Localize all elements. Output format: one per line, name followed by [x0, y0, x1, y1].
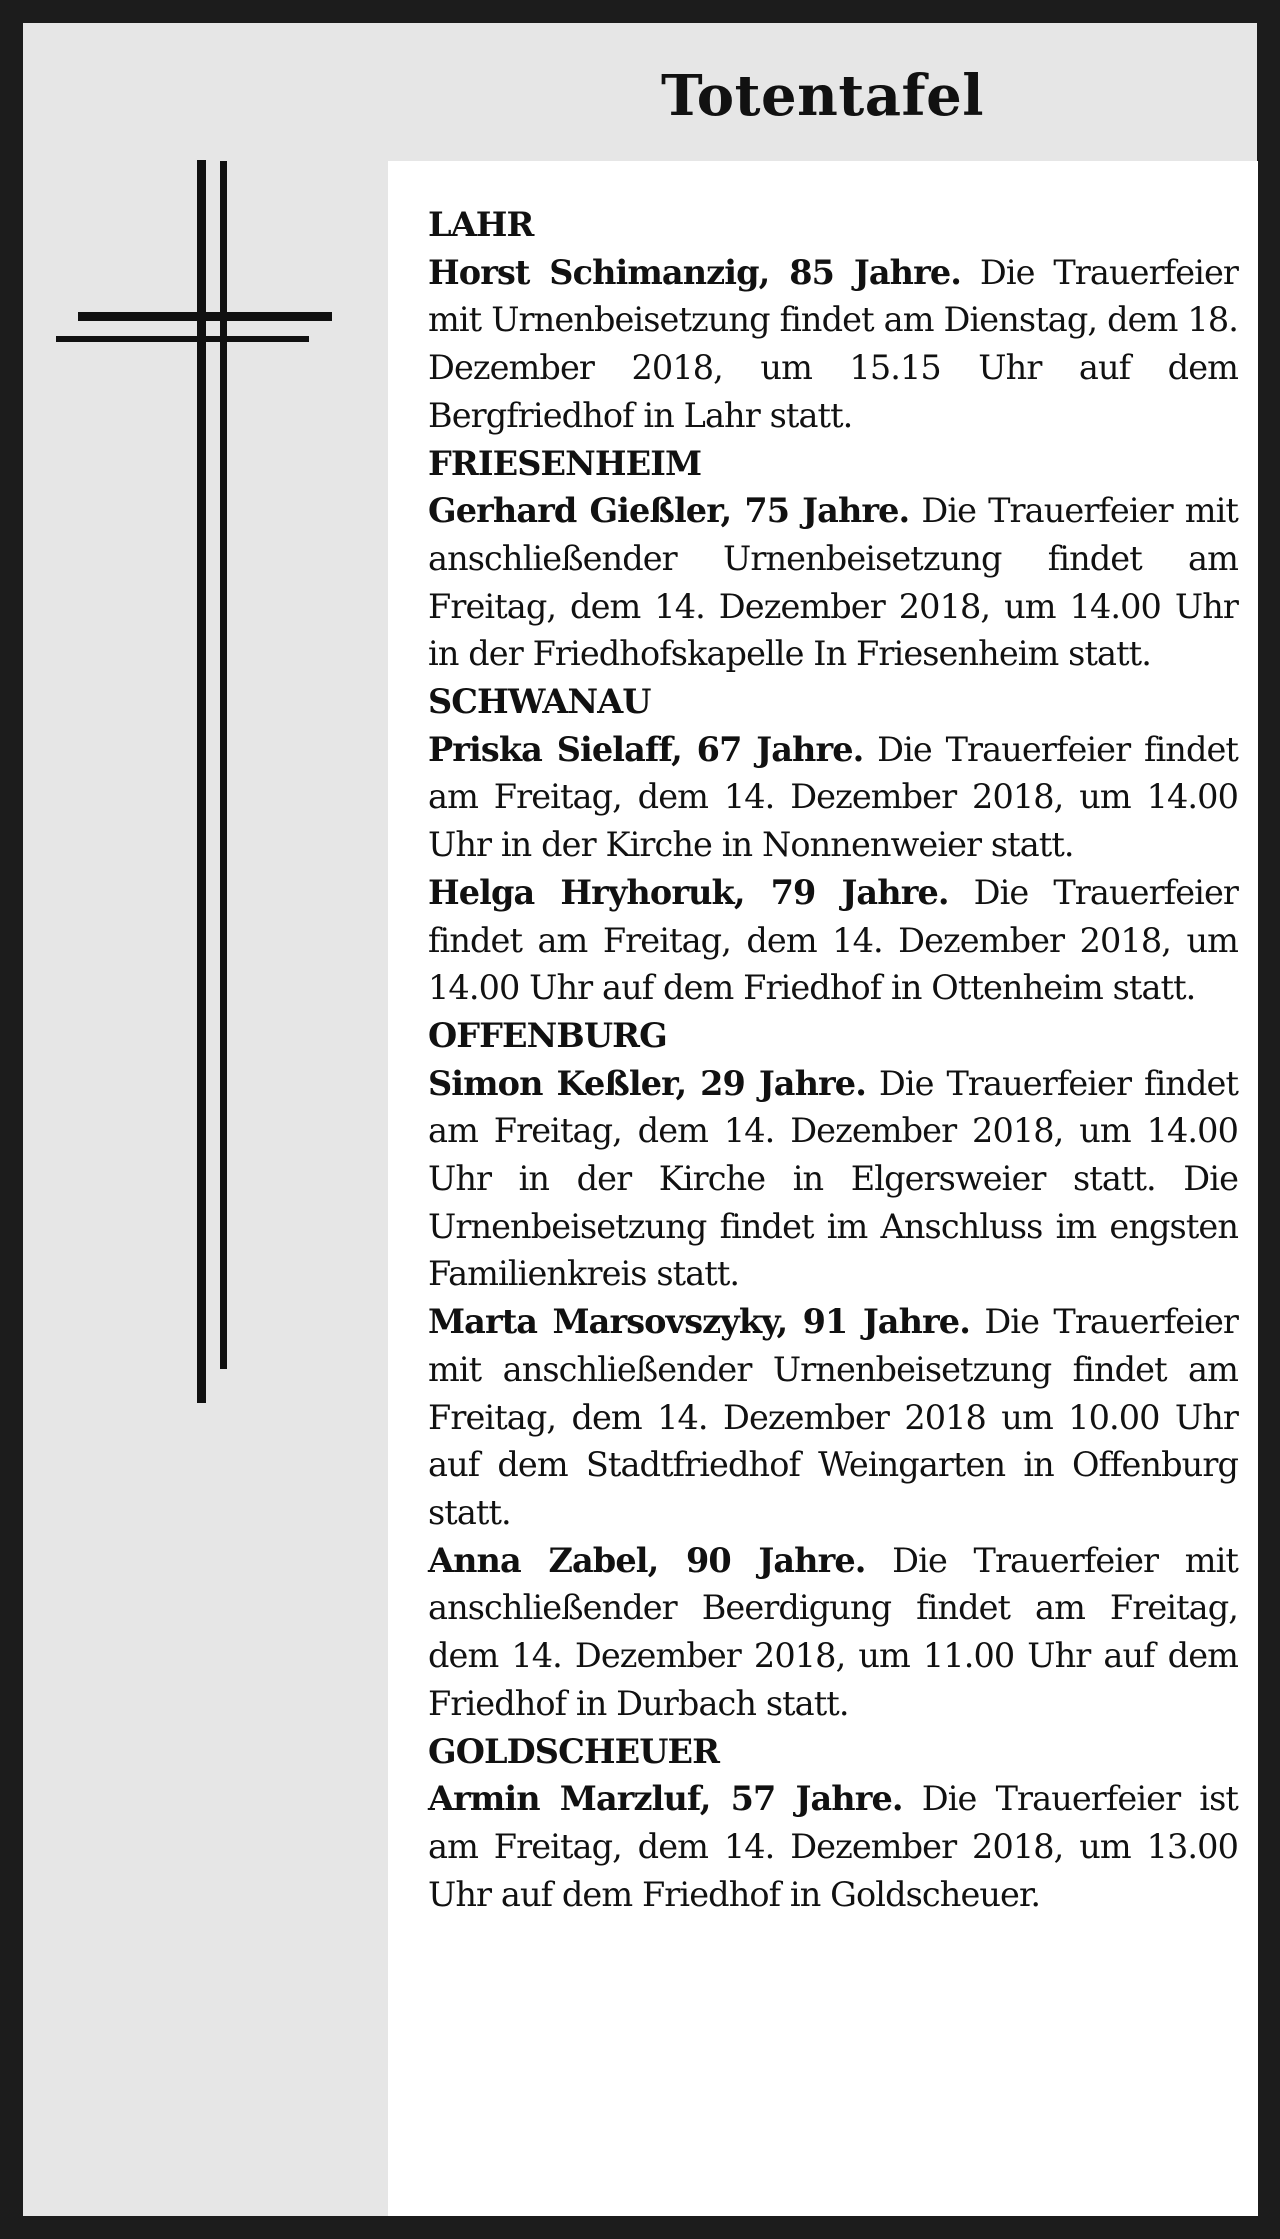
- obituary-entry: [428, 1537, 1238, 1728]
- notice-panel: [23, 23, 1257, 2216]
- place-heading: FRIESENHEIM: [428, 443, 702, 483]
- deceased-name: Simon Keßler, 29 Jahre.: [428, 1063, 866, 1103]
- deceased-name: Armin Marzluf, 57 Jahre.: [428, 1779, 903, 1819]
- deceased-name: Horst Schimanzig, 85 Jahre.: [428, 252, 962, 292]
- ceremony-details: Die Trauerfeier findet am Freitag, dem 14. Dezember 2018, um 14.00 Uhr in der Kirche in Nonnenweier statt.: [428, 729, 1238, 865]
- deceased-name: Priska Sielaff, 67 Jahre.: [428, 729, 864, 769]
- ceremony-details: Die Trauerfeier findet am Freitag, dem 14. Dezember 2018, um 14.00 Uhr in der Kirche in Elgersweier statt. Die Urnenbeisetzung findet im Anschluss im engsten Familienkreis statt.: [428, 1063, 1239, 1294]
- obituary-entry: [428, 487, 1238, 678]
- obituary-entry: [428, 726, 1238, 869]
- place-heading: SCHWANAU: [428, 682, 651, 722]
- obituary-entry: [428, 249, 1238, 440]
- ceremony-details: Die Trauerfeier findet am Freitag, dem 14. Dezember 2018, um 14.00 Uhr auf dem Friedhof in Ottenheim statt.: [428, 872, 1238, 1008]
- obituary-entry: [428, 1298, 1238, 1537]
- deceased-name: Gerhard Gießler, 75 Jahre.: [428, 491, 910, 531]
- deceased-name: Marta Marsovszyky, 91 Jahre.: [428, 1302, 970, 1342]
- place-heading: GOLDSCHEUER: [428, 1731, 720, 1771]
- deceased-name: Anna Zabel, 90 Jahre.: [428, 1540, 866, 1580]
- place-heading: LAHR: [428, 205, 534, 244]
- ceremony-details: Die Trauerfeier mit anschließender Beerdigung findet am Freitag, dem 14. Dezember 2018, um 11.00 Uhr auf dem Friedhof in Durbach statt.: [428, 1540, 1238, 1723]
- deceased-name: Helga Hryhoruk, 79 Jahre.: [428, 872, 949, 912]
- ceremony-details: Die Trauerfeier mit anschließender Urnenbeisetzung findet am Freitag, dem 14. Dezember 2018, um 14.00 Uhr in der Friedhofskapelle In Friesenheim statt.: [428, 491, 1238, 674]
- obituary-list: [388, 161, 1258, 2216]
- obituary-entry: [428, 869, 1238, 1012]
- ceremony-details: Die Trauerfeier mit Urnenbeisetzung findet am Dienstag, dem 18. Dezember 2018, um 15.15 Uhr auf dem Bergfriedhof in Lahr statt.: [428, 252, 1238, 435]
- place-heading: OFFENBURG: [428, 1015, 667, 1055]
- page-title: Totentafel: [661, 63, 984, 129]
- ceremony-details: Die Trauerfeier mit anschließender Urnenbeisetzung findet am Freitag, dem 14. Dezember 2018 um 10.00 Uhr auf dem Stadtfriedhof Weingarten in Offenburg statt.: [428, 1302, 1238, 1532]
- obituary-entry: [428, 1775, 1238, 1918]
- obituary-entry: [428, 1060, 1238, 1299]
- ceremony-details: Die Trauerfeier ist am Freitag, dem 14. Dezember 2018, um 13.00 Uhr auf dem Friedhof in Goldscheuer.: [428, 1779, 1238, 1914]
